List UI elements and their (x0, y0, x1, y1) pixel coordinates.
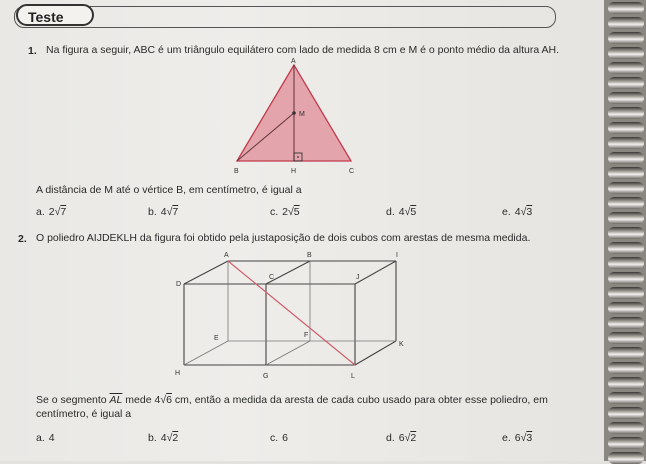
binding-ring (608, 107, 644, 119)
q2-option-c[interactable]: c. 6 (270, 432, 289, 444)
cube-label-l: L (351, 373, 355, 380)
cube-label-j: J (356, 274, 360, 281)
binding-ring (608, 317, 644, 329)
q2-option-e[interactable]: e. 6√3 (502, 432, 533, 444)
sqrt-symbol: √ (160, 394, 167, 406)
binding-ring (608, 362, 644, 374)
cube-label-a: A (224, 252, 229, 259)
question-2-statement: O poliedro AIJDEKLH da figura foi obtido pela justaposição de dois cubos com arestas de mesma medida. (36, 232, 531, 244)
question-1-prompt: A distância de M até o vértice B, em centímetro, é igual a (36, 184, 302, 196)
label-a: A (291, 58, 296, 65)
q1-option-a[interactable]: a. 2√7 (36, 206, 67, 218)
binding-ring (608, 332, 644, 344)
header-title: Teste (16, 4, 94, 26)
binding-ring (608, 227, 644, 239)
binding-ring (608, 452, 644, 464)
binding-ring (608, 392, 644, 404)
q1-option-d[interactable]: d. 4√5 (386, 206, 417, 218)
cube-label-f: F (304, 332, 309, 339)
label-h: H (291, 168, 297, 175)
sqrt-symbol: √ (166, 432, 173, 444)
sqrt-symbol: √ (520, 432, 527, 444)
q2-option-d[interactable]: d. 6√2 (386, 432, 417, 444)
cube-label-i: I (396, 252, 398, 259)
label-m: M (299, 111, 305, 118)
binding-ring (608, 257, 644, 269)
q1-option-c[interactable]: c. 2√5 (270, 206, 300, 218)
point-m (292, 111, 296, 115)
binding-ring (608, 407, 644, 419)
sqrt-symbol: √ (166, 206, 173, 218)
q2-option-b[interactable]: b. 4√2 (148, 432, 179, 444)
q1-option-e[interactable]: e. 4√3 (502, 206, 533, 218)
binding-ring (608, 137, 644, 149)
cube-label-d: D (176, 281, 182, 288)
binding-ring (608, 122, 644, 134)
binding-ring (608, 287, 644, 299)
label-b: B (234, 168, 239, 175)
binding-ring (608, 47, 644, 59)
sqrt-symbol: √ (288, 206, 294, 218)
binding-ring (608, 377, 644, 389)
binding-ring (608, 212, 644, 224)
binding-ring (608, 182, 644, 194)
q1-option-b[interactable]: b. 4√7 (148, 206, 179, 218)
question-2-prompt-line-1: Se o segmento $\overline{AL}$ mede 4√6 cm, então a medida da aresta de cada cubo usado para obter esse poliedro, em (36, 394, 548, 406)
question-1-number: 1. (28, 45, 37, 57)
sqrt-symbol: √ (54, 206, 61, 218)
binding-ring (608, 242, 644, 254)
binding-ring (608, 32, 644, 44)
cube-label-g: G (263, 373, 269, 380)
question-1-statement: Na figura a seguir, ABC é um triângulo equilátero com lado de medida 8 cm e M é o ponto médio da altura AH. (46, 44, 560, 56)
binding-ring (608, 422, 644, 434)
question-2-number: 2. (18, 233, 27, 245)
binding-ring (608, 17, 644, 29)
cube-label-k: K (399, 341, 404, 348)
right-angle-dot (297, 156, 299, 158)
segment-al (228, 261, 355, 365)
binding-ring (608, 92, 644, 104)
binding-ring (608, 152, 644, 164)
binding-ring (608, 302, 644, 314)
binding-ring (608, 2, 644, 14)
double-cube-figure (170, 248, 410, 388)
sqrt-symbol: √ (520, 206, 527, 218)
binding-ring (608, 272, 644, 284)
binding-ring (608, 437, 644, 449)
question-2-prompt-line-2: centímetro, é igual a (36, 408, 132, 420)
binding-ring (608, 77, 644, 89)
sqrt-symbol: √ (404, 206, 411, 218)
cube-label-e: E (214, 335, 219, 342)
header-bar (14, 6, 556, 28)
cube-label-h: H (175, 370, 181, 377)
binding-ring (608, 62, 644, 74)
label-c: C (349, 168, 355, 175)
triangle-figure (225, 57, 365, 179)
binding-ring (608, 167, 644, 179)
binding-ring (608, 197, 644, 209)
q2-option-a[interactable]: a. 4 (36, 432, 55, 444)
sqrt-symbol: √ (404, 432, 411, 444)
binding-ring (608, 347, 644, 359)
cube-label-c: C (269, 274, 275, 281)
cube-label-b: B (307, 252, 312, 259)
